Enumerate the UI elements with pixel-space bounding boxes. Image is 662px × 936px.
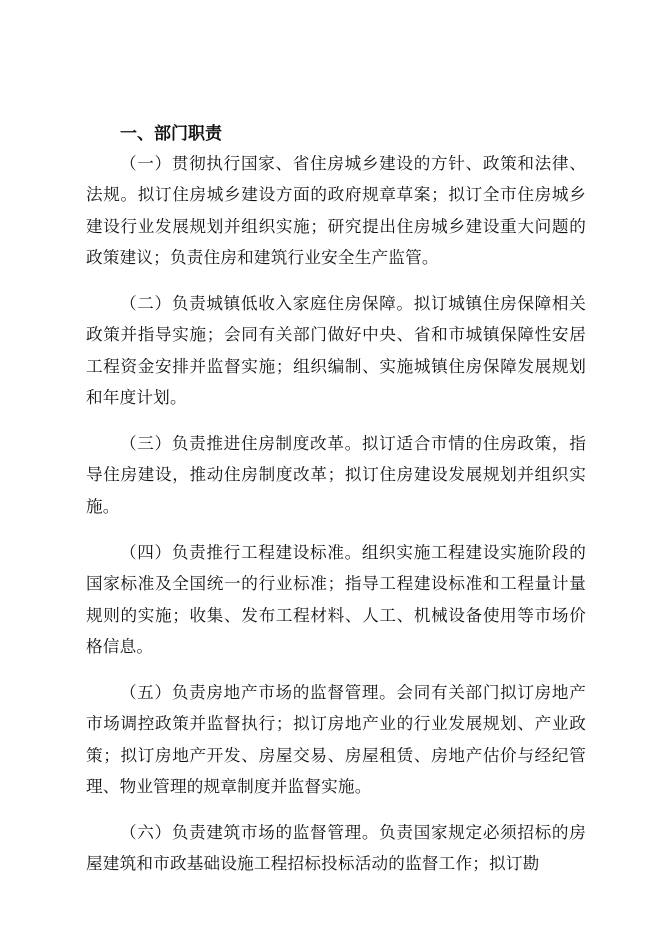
- paragraph-duty-2: （二）负责城镇低收入家庭住房保障。拟订城镇住房保障相关政策并指导实施；会同有关部门做好中央、省和市城镇保障性安居工程资金安排并监督实施；组织编制、实施城镇住房保障发展规划和年度计划。: [86, 294, 586, 407]
- paragraph-duty-4: （四）负责推行工程建设标准。组织实施工程建设实施阶段的国家标准及全国统一的行业标准；指导工程建设标准和工程量计量规则的实施；收集、发布工程材料、人工、机械设备使用等市场价格信息。: [86, 543, 586, 656]
- paragraph-duty-5: （五）负责房地产市场的监督管理。会同有关部门拟订房地产市场调控政策并监督执行；拟订房地产业的行业发展规划、产业政策；拟订房地产开发、房屋交易、房屋租赁、房地产估价与经纪管理、物业管理的规章制度并监督实施。: [86, 683, 586, 796]
- paragraph-duty-1: （一）贯彻执行国家、省住房城乡建设的方针、政策和法律、法规。拟订住房城乡建设方面的政府规章草案；拟订全市住房城乡建设行业发展规划并组织实施；研究提出住房城乡建设重大问题的政策建议；负责住房和建筑行业安全生产监管。: [86, 154, 586, 267]
- paragraph-duty-6: （六）负责建筑市场的监督管理。负责国家规定必须招标的房屋建筑和市政基础设施工程招标投标活动的监督工作；拟订勘: [86, 823, 586, 874]
- section-heading: 一、部门职责: [120, 124, 222, 144]
- paragraph-duty-3: （三）负责推进住房制度改革。拟订适合市情的住房政策，指导住房建设，推动住房制度改革；拟订住房建设发展规划并组织实施。: [86, 434, 586, 516]
